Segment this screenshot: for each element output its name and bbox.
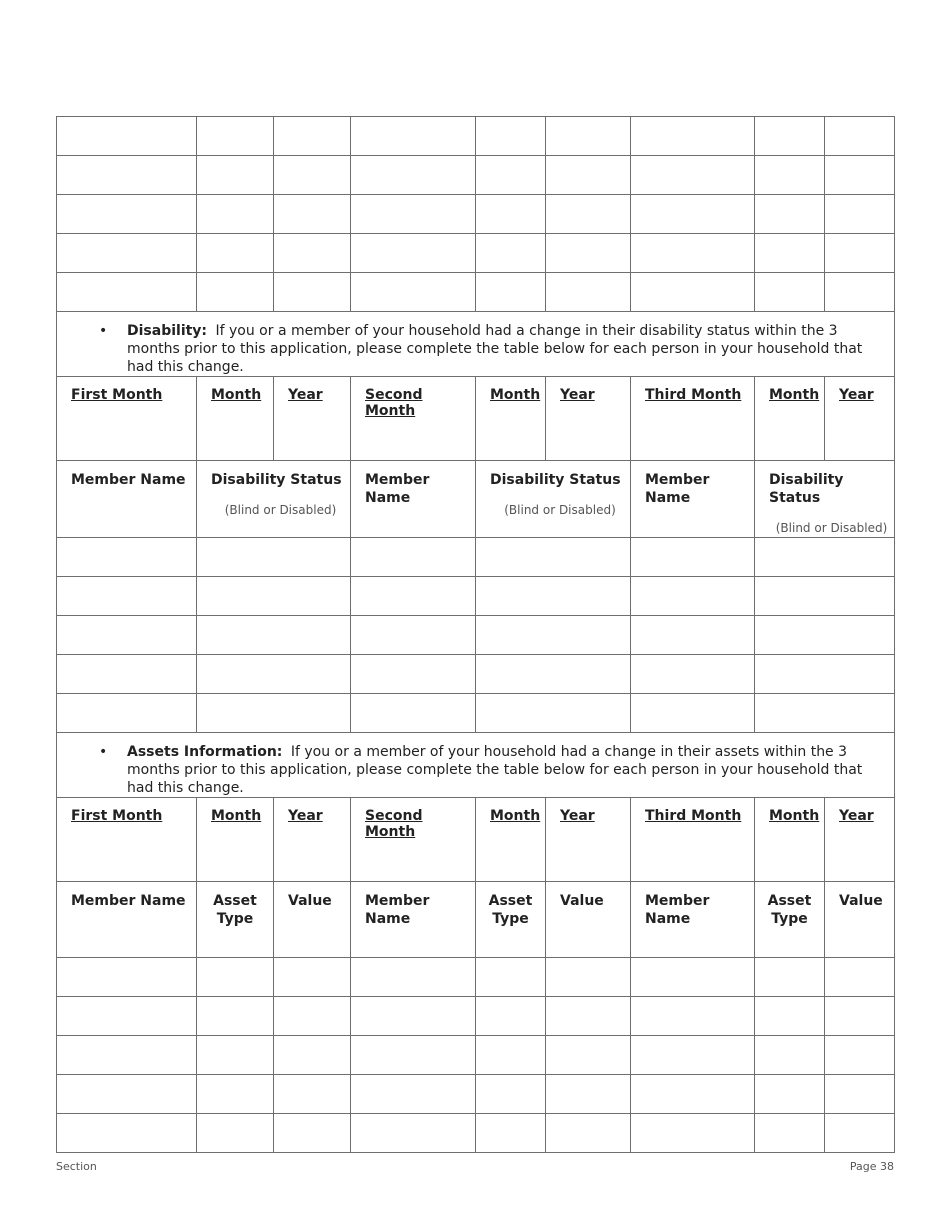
hdr-row	[57, 377, 895, 461]
month-header: Third Month	[631, 377, 755, 461]
value-header: Value	[546, 882, 631, 958]
input-cell[interactable]	[351, 1114, 476, 1153]
empty-row	[57, 1075, 895, 1114]
input-cell[interactable]	[546, 156, 631, 195]
input-cell[interactable]	[274, 195, 351, 234]
input-cell[interactable]	[197, 1075, 274, 1114]
month-header: Second Month	[351, 377, 476, 461]
input-cell[interactable]	[631, 156, 755, 195]
input-cell[interactable]	[631, 195, 755, 234]
empty-row	[57, 538, 895, 577]
month-header: Month	[476, 377, 546, 461]
input-cell[interactable]	[57, 1036, 197, 1075]
input-cell[interactable]	[755, 1114, 825, 1153]
member-name-header: Member Name	[631, 461, 755, 538]
month-header: Month	[197, 377, 274, 461]
input-cell[interactable]	[351, 538, 476, 577]
input-cell[interactable]	[546, 195, 631, 234]
input-cell[interactable]	[631, 273, 755, 312]
input-cell[interactable]	[197, 538, 351, 577]
month-header: Second Month	[351, 798, 476, 882]
input-cell[interactable]	[351, 117, 476, 156]
note-text: If you or a member of your household had a change in their assets within the 3 months prior to this application, please complete the table below for each person in your household that had this change.	[127, 744, 863, 796]
input-cell[interactable]	[546, 1075, 631, 1114]
note-heading: Assets Information:	[127, 744, 283, 760]
month-header: Month	[755, 798, 825, 882]
input-cell[interactable]	[274, 156, 351, 195]
note-heading: Disability:	[127, 323, 208, 339]
disability-status-label: Disability Status	[211, 472, 342, 488]
member-name-header: Member Name	[351, 882, 476, 958]
input-cell[interactable]	[197, 117, 274, 156]
input-cell[interactable]	[197, 997, 274, 1036]
input-cell[interactable]	[825, 1075, 895, 1114]
input-cell[interactable]	[197, 694, 351, 733]
input-cell[interactable]	[631, 694, 755, 733]
input-cell[interactable]	[825, 156, 895, 195]
input-cell[interactable]	[476, 117, 546, 156]
input-cell[interactable]	[546, 997, 631, 1036]
input-cell[interactable]	[546, 1114, 631, 1153]
month-header: Year	[546, 377, 631, 461]
input-cell[interactable]	[755, 655, 895, 694]
empty-row	[57, 1036, 895, 1075]
footer-page-number: Page 38	[849, 1160, 894, 1173]
member-name-header: Member Name	[57, 461, 197, 538]
input-cell[interactable]	[274, 997, 351, 1036]
input-cell[interactable]	[755, 1036, 825, 1075]
bullet-icon: •	[99, 744, 108, 760]
form-table	[56, 116, 895, 1153]
month-header: Month	[755, 377, 825, 461]
input-cell[interactable]	[631, 997, 755, 1036]
input-cell[interactable]	[631, 616, 755, 655]
input-cell[interactable]	[197, 156, 274, 195]
input-cell[interactable]	[351, 616, 476, 655]
input-cell[interactable]	[57, 694, 197, 733]
member-name-header: Member Name	[57, 882, 197, 958]
empty-row	[57, 156, 895, 195]
disability-status-sub: (Blind or Disabled)	[224, 503, 337, 517]
input-cell[interactable]	[57, 577, 197, 616]
input-cell[interactable]	[351, 1036, 476, 1075]
disability-status-header	[197, 461, 351, 538]
input-cell[interactable]	[274, 234, 351, 273]
empty-row	[57, 616, 895, 655]
empty-row	[57, 234, 895, 273]
input-cell[interactable]	[476, 616, 631, 655]
asset-type-header: Asset Type	[476, 882, 546, 958]
input-cell[interactable]	[351, 694, 476, 733]
input-cell[interactable]	[631, 577, 755, 616]
input-cell[interactable]	[755, 694, 895, 733]
input-cell[interactable]	[274, 958, 351, 997]
input-cell[interactable]	[755, 958, 825, 997]
input-cell[interactable]	[631, 958, 755, 997]
input-cell[interactable]	[631, 1075, 755, 1114]
input-cell[interactable]	[197, 577, 351, 616]
input-cell[interactable]	[825, 1114, 895, 1153]
bullet-icon: •	[99, 323, 108, 339]
input-cell[interactable]	[631, 1114, 755, 1153]
input-cell[interactable]	[755, 117, 825, 156]
input-cell[interactable]	[825, 958, 895, 997]
input-cell[interactable]	[476, 538, 631, 577]
input-cell[interactable]	[351, 958, 476, 997]
input-cell[interactable]	[351, 1075, 476, 1114]
input-cell[interactable]	[825, 117, 895, 156]
disability-status-label: Disability Status	[490, 472, 621, 488]
input-cell[interactable]	[825, 1036, 895, 1075]
month-header: Month	[476, 798, 546, 882]
month-header: Year	[546, 798, 631, 882]
input-cell[interactable]	[351, 997, 476, 1036]
input-cell[interactable]	[476, 577, 631, 616]
disability-status-label: Disability Status	[769, 472, 844, 506]
month-header: Year	[825, 798, 895, 882]
input-cell[interactable]	[825, 273, 895, 312]
input-cell[interactable]	[57, 195, 197, 234]
input-cell[interactable]	[825, 234, 895, 273]
input-cell[interactable]	[755, 195, 825, 234]
input-cell[interactable]	[57, 273, 197, 312]
sub2-row	[57, 882, 895, 958]
asset-type-header: Asset Type	[755, 882, 825, 958]
input-cell[interactable]	[755, 997, 825, 1036]
input-cell[interactable]	[274, 1114, 351, 1153]
input-cell[interactable]	[476, 156, 546, 195]
input-cell[interactable]	[351, 577, 476, 616]
input-cell[interactable]	[351, 273, 476, 312]
month-header: First Month	[57, 798, 197, 882]
disability-status-header	[476, 461, 631, 538]
input-cell[interactable]	[546, 117, 631, 156]
input-cell[interactable]	[631, 655, 755, 694]
input-cell[interactable]	[631, 234, 755, 273]
input-cell[interactable]	[476, 1036, 546, 1075]
input-cell[interactable]	[476, 195, 546, 234]
month-header: Year	[274, 798, 351, 882]
input-cell[interactable]	[476, 1114, 546, 1153]
empty-row	[57, 694, 895, 733]
input-cell[interactable]	[57, 958, 197, 997]
disability-status-sub: (Blind or Disabled)	[775, 521, 888, 535]
input-cell[interactable]	[755, 577, 895, 616]
input-cell[interactable]	[755, 273, 825, 312]
input-cell[interactable]	[57, 655, 197, 694]
input-cell[interactable]	[57, 1114, 197, 1153]
input-cell[interactable]	[197, 234, 274, 273]
input-cell[interactable]	[57, 1075, 197, 1114]
input-cell[interactable]	[476, 694, 631, 733]
month-header: Year	[825, 377, 895, 461]
disability-status-header	[755, 461, 895, 538]
input-cell[interactable]	[57, 997, 197, 1036]
month-header: First Month	[57, 377, 197, 461]
input-cell[interactable]	[755, 1075, 825, 1114]
footer-section: Section	[56, 1160, 97, 1173]
assets-note	[57, 733, 895, 798]
input-cell[interactable]	[197, 655, 351, 694]
input-cell[interactable]	[546, 234, 631, 273]
input-cell[interactable]	[197, 1036, 274, 1075]
input-cell[interactable]	[476, 1075, 546, 1114]
empty-row	[57, 997, 895, 1036]
input-cell[interactable]	[755, 538, 895, 577]
input-cell[interactable]	[351, 655, 476, 694]
input-cell[interactable]	[476, 997, 546, 1036]
input-cell[interactable]	[351, 195, 476, 234]
value-header: Value	[274, 882, 351, 958]
disability-status-sub: (Blind or Disabled)	[504, 503, 616, 517]
input-cell[interactable]	[631, 117, 755, 156]
input-cell[interactable]	[476, 234, 546, 273]
input-cell[interactable]	[197, 958, 274, 997]
input-cell[interactable]	[755, 616, 895, 655]
empty-row	[57, 577, 895, 616]
input-cell[interactable]	[57, 117, 197, 156]
input-cell[interactable]	[476, 958, 546, 997]
member-name-header: Member Name	[351, 461, 476, 538]
input-cell[interactable]	[631, 1036, 755, 1075]
note-row	[57, 733, 895, 798]
asset-type-header: Asset Type	[197, 882, 274, 958]
input-cell[interactable]	[197, 616, 351, 655]
member-name-header: Member Name	[631, 882, 755, 958]
input-cell[interactable]	[755, 234, 825, 273]
empty-row	[57, 655, 895, 694]
input-cell[interactable]	[197, 195, 274, 234]
input-cell[interactable]	[274, 273, 351, 312]
input-cell[interactable]	[197, 273, 274, 312]
empty-row	[57, 958, 895, 997]
input-cell[interactable]	[57, 156, 197, 195]
input-cell[interactable]	[755, 156, 825, 195]
input-cell[interactable]	[631, 538, 755, 577]
input-cell[interactable]	[57, 234, 197, 273]
input-cell[interactable]	[274, 117, 351, 156]
input-cell[interactable]	[825, 195, 895, 234]
input-cell[interactable]	[546, 273, 631, 312]
input-cell[interactable]	[825, 997, 895, 1036]
month-header: Month	[197, 798, 274, 882]
empty-row	[57, 1114, 895, 1153]
sub-row	[57, 461, 895, 538]
empty-row	[57, 273, 895, 312]
hdr-row	[57, 798, 895, 882]
input-cell[interactable]	[197, 1114, 274, 1153]
input-cell[interactable]	[57, 538, 197, 577]
month-header: Third Month	[631, 798, 755, 882]
input-cell[interactable]	[476, 655, 631, 694]
input-cell[interactable]	[351, 156, 476, 195]
value-header: Value	[825, 882, 895, 958]
empty-row	[57, 117, 895, 156]
input-cell[interactable]	[274, 1075, 351, 1114]
month-header: Year	[274, 377, 351, 461]
note-text: If you or a member of your household had a change in their disability status within the 3 months prior to this application, please complete the table below for each person in your household that had this change.	[127, 323, 863, 375]
disability-note	[57, 312, 895, 377]
input-cell[interactable]	[274, 1036, 351, 1075]
input-cell[interactable]	[546, 1036, 631, 1075]
input-cell[interactable]	[57, 616, 197, 655]
input-cell[interactable]	[351, 234, 476, 273]
input-cell[interactable]	[546, 958, 631, 997]
empty-row	[57, 195, 895, 234]
input-cell[interactable]	[476, 273, 546, 312]
note-row	[57, 312, 895, 377]
